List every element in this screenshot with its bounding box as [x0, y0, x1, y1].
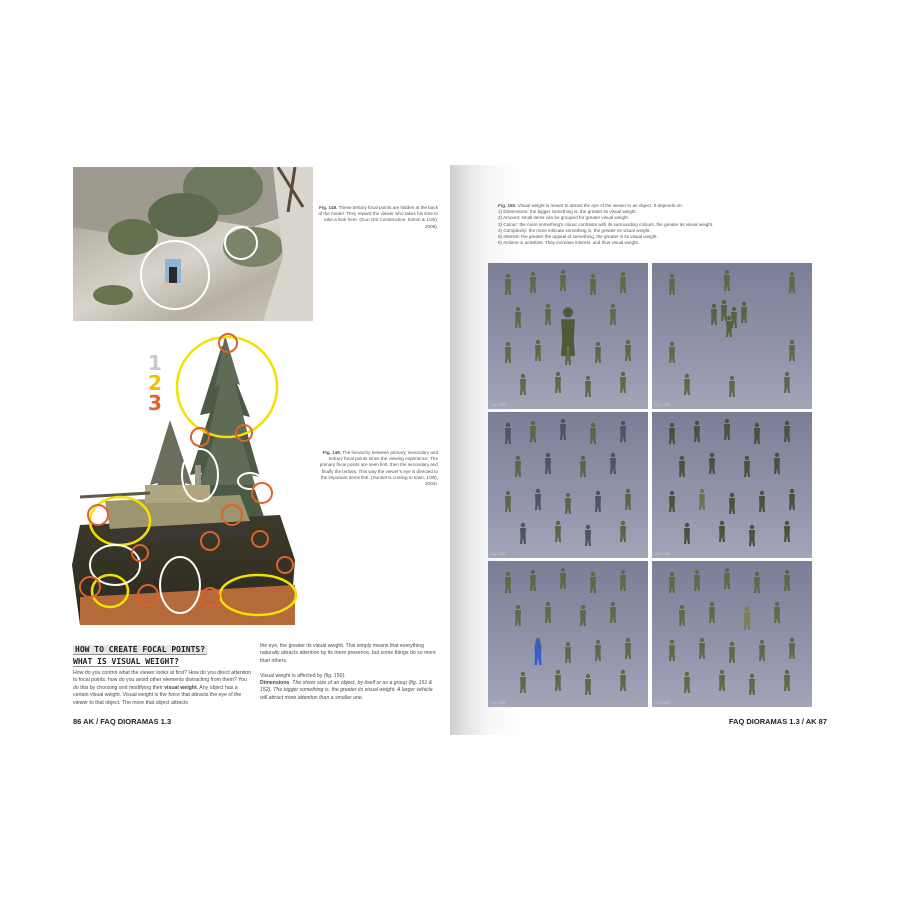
soldier-figure: [684, 374, 690, 395]
legend-number-2: 2: [148, 371, 162, 395]
soldier-figure: [620, 670, 626, 691]
fig150-panel-grid: [488, 263, 812, 707]
soldier-figure: [789, 340, 795, 361]
fig150-caption: Fig. 150. Visual weight is meant to attract the eye of the viewer to an object. It depends on: 1) Dimensions: the bigger something is, the greater its visual weight. 2) Amount: small items can be grouped for greater visual weight. 3) Colour: the more something's colour contrasts with its surrounding colours, the greater its visual weight. 4) Complexity: the more intricate something is, the greater its visual weight. 5) Interest: the greater the appeal of something, the greater is its visual weight. 6) Actions or activities: They increase interest, and thus visual weight.: [498, 203, 714, 246]
soldier-figure: [590, 274, 596, 295]
soldier-figure: [724, 419, 730, 440]
soldier-figure: [774, 453, 780, 474]
subsection-heading: WHAT IS VISUAL WEIGHT?: [73, 657, 179, 666]
soldier-figure: [789, 272, 795, 293]
folio-title: FAQ DIORAMAS 1.3: [100, 717, 172, 726]
soldier-figure: [515, 456, 521, 477]
grouped-soldier-figure: [721, 300, 727, 321]
soldier-figure: [744, 456, 750, 477]
soldier-figure: [724, 270, 730, 291]
soldier-figure: [595, 640, 601, 661]
fig148-caption: Fig. 148. These tertiary focal points are hidden at the back of the model. They reward the viewer who takes his time to take a look here. (Gun Grit Construction, 54mm & 1/35), 2008).: [318, 205, 438, 229]
soldier-figure: [625, 489, 631, 510]
panel-amount: Fig. 150B: [652, 263, 812, 409]
soldier-figure: [505, 423, 511, 444]
fig149-photo: [50, 325, 312, 625]
soldier-figure: [669, 640, 675, 661]
fig149-caption: Fig. 149. The hierarchy between primary, secondary and tertiary focal points times the viewing experience. The primary focal points are seen first, then the secondary and finally the tertiary. This way the viewer's eye is directed to the important items first. (Sunset is coming to town, 1/35), 2004).: [319, 450, 438, 487]
folio-title: FAQ DIORAMAS 1.3: [728, 717, 800, 726]
soldier-figure: [505, 572, 511, 593]
soldier-figure: [759, 640, 765, 661]
panel-interest: Fig. 150E: [488, 561, 648, 707]
soldier-figure: [625, 340, 631, 361]
soldier-figure: [694, 421, 700, 442]
soldier-figure: [530, 421, 536, 442]
soldier-figure: [520, 672, 526, 693]
soldier-figure: [565, 493, 571, 514]
soldier-figure: [709, 453, 715, 474]
soldier-figure: [679, 605, 685, 626]
soldier-figure: [585, 525, 591, 546]
soldier-figure: [535, 489, 541, 510]
soldier-figure: [669, 342, 675, 363]
page-number: 86: [73, 717, 82, 726]
ak-logo: AK: [805, 717, 817, 726]
soldier-figure: [610, 304, 616, 325]
soldier-figure: [590, 572, 596, 593]
soldier-figure: [505, 342, 511, 363]
soldier-figure: [560, 568, 566, 589]
soldier-figure: [565, 642, 571, 663]
soldier-figure: [729, 642, 735, 663]
soldier-figure: [560, 419, 566, 440]
soldier-figure: [560, 270, 566, 291]
soldier-figure: [620, 372, 626, 393]
panel-complexity: Fig. 150D: [652, 412, 812, 558]
soldier-figure: [754, 572, 760, 593]
soldier-figure: [709, 602, 715, 623]
soldier-figure: [669, 423, 675, 444]
soldier-figure: [580, 456, 586, 477]
soldier-figure: [784, 570, 790, 591]
soldier-figure: [699, 638, 705, 659]
folio-left: 86 AK / FAQ DIORAMAS 1.3: [73, 717, 172, 726]
soldier-figure: [590, 423, 596, 444]
soldier-figure: [749, 674, 755, 695]
magazine-spread: [58, 165, 842, 735]
soldier-figure: [595, 342, 601, 363]
soldier-figure: [520, 374, 526, 395]
soldier-figure: [535, 340, 541, 361]
grouped-soldier-figure: [726, 316, 732, 337]
focal-hierarchy-legend: [148, 353, 162, 413]
soldier-figure: [580, 605, 586, 626]
soldier-figure: [555, 521, 561, 542]
soldier-figure: [545, 304, 551, 325]
soldier-figure: [595, 491, 601, 512]
panel-action: Fig. 150F: [652, 561, 812, 707]
soldier-figure: [759, 491, 765, 512]
soldier-figure: [515, 605, 521, 626]
soldier-figure: [505, 491, 511, 512]
soldier-figure: [585, 674, 591, 695]
soldier-figure: [585, 376, 591, 397]
section-heading: HOW TO CREATE FOCAL POINTS?: [75, 645, 206, 654]
soldier-figure: [724, 568, 730, 589]
soldier-figure: [669, 491, 675, 512]
soldier-figure: [679, 456, 685, 477]
body-column-1: How do you control what the viewer looks at first? How do you direct attention to focal points, how do you avoid other elements distracting from them? You do this by choosing and modifying their visual weight. Any object has a certain visual weight. Visual weight is the force that attracts the eye of the viewer to that object. The more that object attracts: [73, 670, 252, 706]
legend-number-1: 1: [148, 351, 162, 375]
grouped-soldier-figure: [711, 304, 717, 325]
left-page: [58, 165, 450, 735]
soldier-figure: [729, 376, 735, 397]
legend-number-3: 3: [148, 391, 162, 415]
soldier-figure: [784, 670, 790, 691]
soldier-figure: [545, 602, 551, 623]
soldier-figure: [515, 307, 521, 328]
soldier-figure: [545, 453, 551, 474]
soldier-figure: [610, 602, 616, 623]
soldier-figure: [620, 272, 626, 293]
soldier-figure: [749, 525, 755, 546]
soldier-figure: [620, 421, 626, 442]
large-soldier-figure: [561, 307, 575, 356]
soldier-figure: [719, 670, 725, 691]
page-number: 87: [818, 717, 827, 726]
soldier-figure: [719, 521, 725, 542]
soldier-figure: [699, 489, 705, 510]
soldier-figure: [555, 670, 561, 691]
soldier-figure: [505, 274, 511, 295]
soldier-figure: [625, 638, 631, 659]
grouped-soldier-figure: [731, 307, 737, 328]
soldier-figure: [784, 421, 790, 442]
fig148-photo: [73, 167, 313, 321]
panel-colour: Fig. 150C: [488, 412, 648, 558]
soldier-figure: [729, 493, 735, 514]
soldier-figure: [610, 453, 616, 474]
soldier-figure: [669, 274, 675, 295]
soldier-figure: [669, 572, 675, 593]
soldier-figure: [520, 523, 526, 544]
grouped-soldier-figure: [741, 302, 747, 323]
soldier-figure: [555, 372, 561, 393]
soldier-figure: [774, 602, 780, 623]
soldier-figure: [530, 272, 536, 293]
ak-logo: AK: [83, 717, 94, 726]
soldier-figure: [620, 521, 626, 542]
soldier-figure: [789, 638, 795, 659]
folio-right: FAQ DIORAMAS 1.3 / AK 87: [728, 717, 827, 726]
soldier-figure: [694, 570, 700, 591]
soldier-figure: [530, 570, 536, 591]
action-figure: [744, 607, 751, 630]
soldier-figure: [684, 523, 690, 544]
soldier-figure: [789, 489, 795, 510]
soldier-figure: [620, 570, 626, 591]
soldier-figure: [684, 672, 690, 693]
right-page: [450, 165, 842, 735]
soldier-figure: [754, 423, 760, 444]
body-column-2: the eye, the greater its visual weight. This simply means that everything naturally attracts attention by its mere presence, but some things do so more than others. Visual weight is affected by (fig. 150): Dimensions. The sheer size of an object, by itself or as a group (fig. 151 & 152). The bigger something is, the greater its visual weight. A larger vehicle will attract more attention than a smaller one.: [260, 643, 436, 701]
soldier-figure: [784, 521, 790, 542]
panel-dimensions: Fig. 150A: [488, 263, 648, 409]
soldier-figure: [784, 372, 790, 393]
